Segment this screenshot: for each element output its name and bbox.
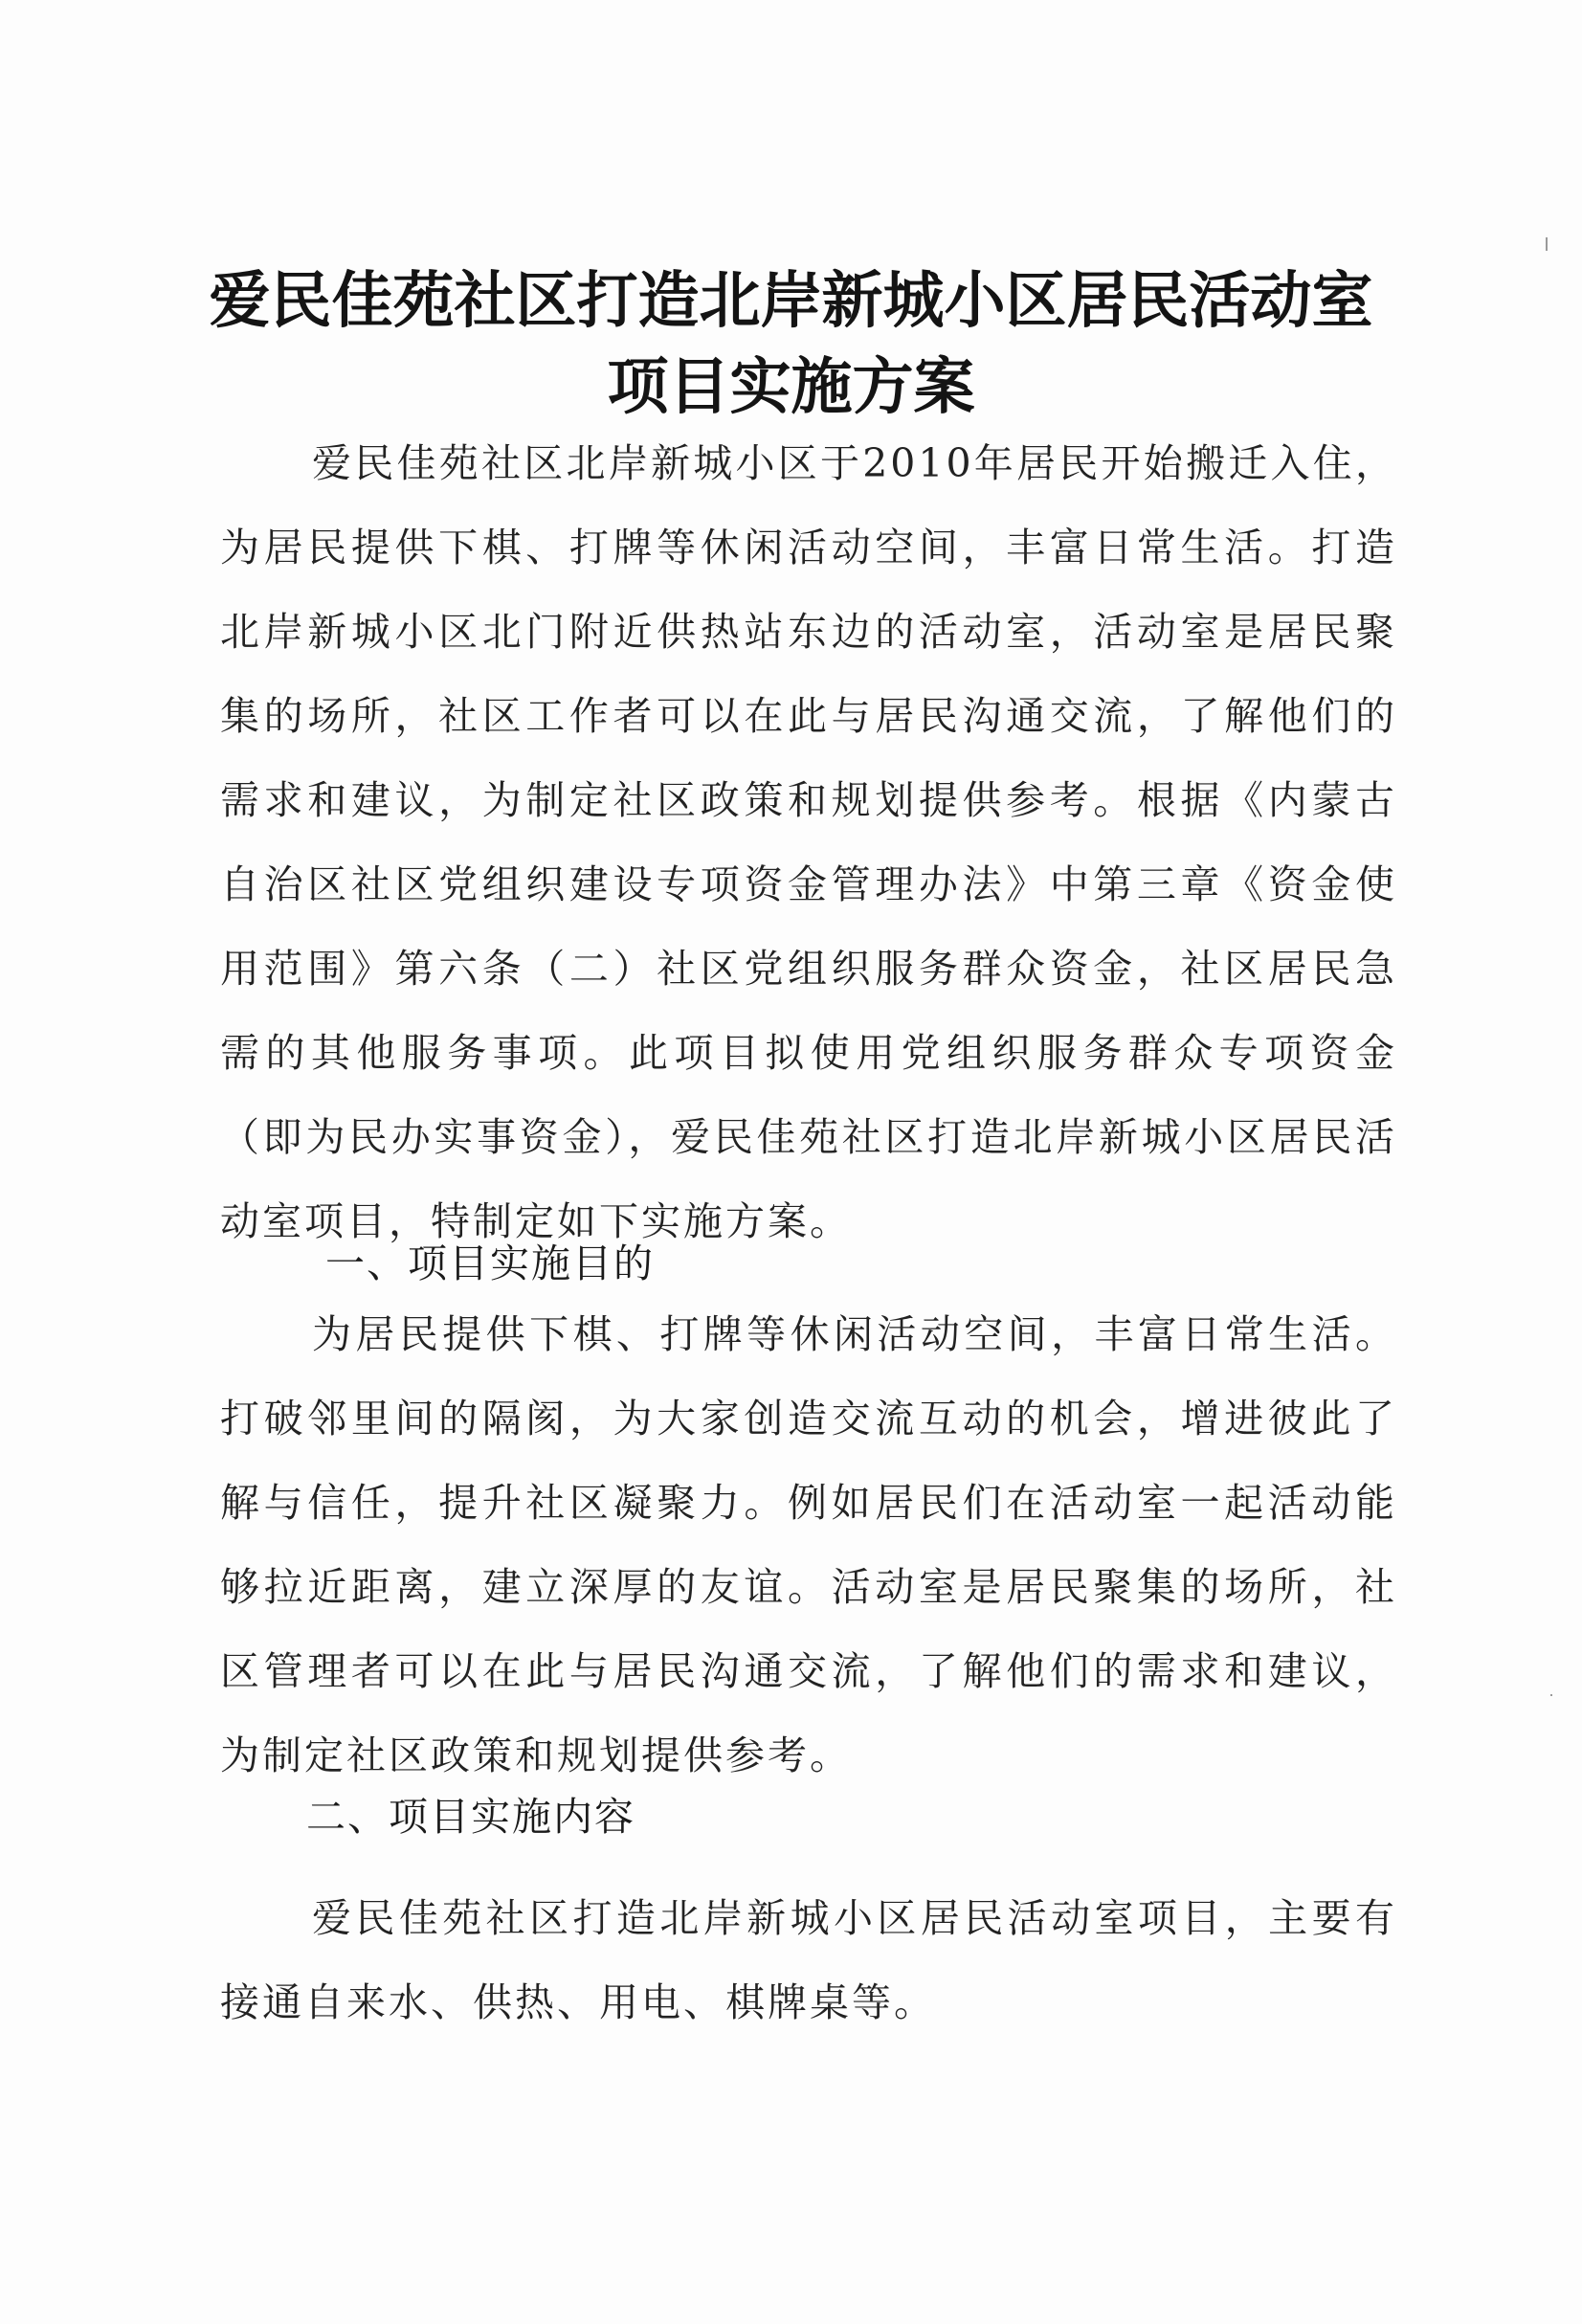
scan-speck [1546,237,1548,251]
scan-speck [1550,1694,1552,1696]
intro-paragraph: 爱民佳苑社区北岸新城小区于2010年居民开始搬迁入住，为居民提供下棋、打牌等休闲活动空间，丰富日常生活。打造北岸新城小区北门附近供热站东边的活动室，活动室是居民聚集的场所，社区工作者可以在此与居民沟通交流，了解他们的需求和建议，为制定社区政策和规划提供参考。根据《内蒙古自治区社区党组织建设专项资金管理办法》中第三章《资金使用范围》第六条（二）社区党组织服务群众资金，社区居民急需的其他服务事项。此项目拟使用党组织服务群众专项资金（即为民办实事资金），爱民佳苑社区打造北岸新城小区居民活动室项目，特制定如下实施方案。 [220,440,1397,1244]
document-title-line-1: 爱民佳苑社区打造北岸新城小区居民活动室 [209,265,1373,337]
document-title-line-2: 项目实施方案 [607,351,975,423]
section-1-heading: 一、项目实施目的 [325,1240,655,1286]
section-1-paragraph: 为居民提供下棋、打牌等休闲活动空间，丰富日常生活。打破邻里间的隔阂，为大家创造交流互动的机会，增进彼此了解与信任，提升社区凝聚力。例如居民们在活动室一起活动能够拉近距离，建立深厚的友谊。活动室是居民聚集的场所，社区管理者可以在此与居民沟通交流，了解他们的需求和建议，为制定社区政策和规划提供参考。 [220,1311,1397,1778]
section-2-heading: 二、项目实施内容 [306,1794,635,1840]
section-2-paragraph: 爱民佳苑社区打造北岸新城小区居民活动室项目，主要有接通自来水、供热、用电、棋牌桌等。 [220,1895,1397,2025]
